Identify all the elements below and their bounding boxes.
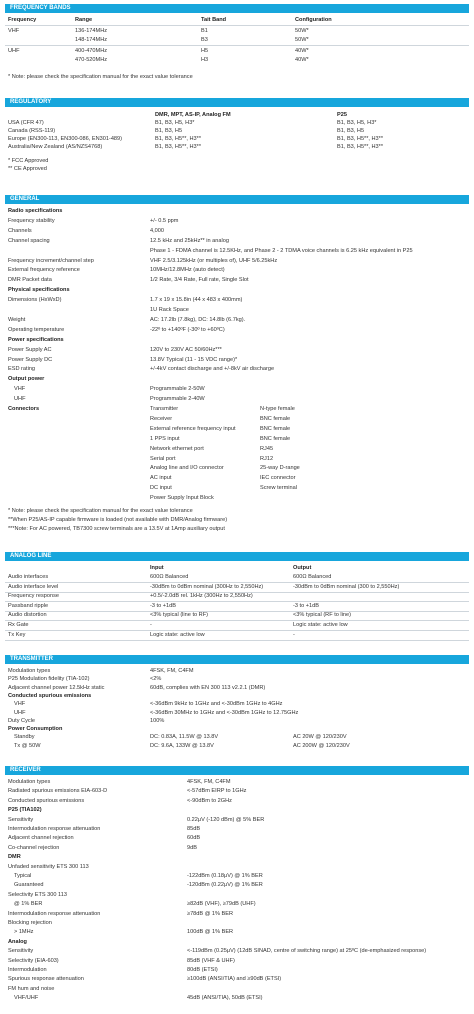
spec-value: Serial port [150, 455, 176, 462]
table-row [5, 48, 469, 55]
section-title: TRANSMITTER [5, 655, 469, 664]
spec-value: 120V to 230V AC 50/60Hz*** [150, 346, 222, 353]
spec-label: Conducted spurious emissions [8, 692, 92, 699]
cell: <3% typical (line to RF) [150, 612, 208, 619]
spec-value-2: AC 20W @ 120/230V [293, 734, 347, 741]
cell: H3 [201, 57, 209, 63]
spec-label: Unfaded sensitivity ETS 300 113 [8, 863, 89, 870]
spec-value-2: RJ45 [260, 445, 274, 452]
cell: Tx Key [8, 631, 26, 638]
cell: B1, B3, H5 [155, 128, 183, 134]
spec-row [5, 845, 469, 852]
cell: <3% typical (RF to line) [293, 612, 351, 619]
spec-value-2: AC 200W @ 120/230V [293, 742, 350, 749]
spec-value: ≥78dB @ 1% BER [187, 910, 234, 917]
spec-row [5, 366, 469, 373]
spec-value: Receiver [150, 415, 173, 422]
spec-value: <-36dBm 30MHz to 1GHz and <-30dBm 1GHz to 12.75GHz [150, 709, 299, 716]
spec-label: P25 Modulation fidelity (TIA-102) [8, 676, 90, 683]
cell: Logic state: active low [150, 631, 205, 638]
footnote: * FCC Approved [8, 158, 49, 164]
spec-row [5, 267, 469, 274]
cell: B1, B3, H5 [337, 128, 365, 134]
table-row [5, 584, 469, 591]
cell: B1, B3, H5**, H3** [155, 136, 202, 142]
spec-value: +/- 0.5 ppm [150, 217, 179, 224]
spec-row [5, 976, 469, 983]
spec-label: Channels [8, 227, 32, 234]
divider [5, 640, 469, 641]
spec-value: 4,000 [150, 227, 164, 234]
spec-row [5, 817, 469, 824]
spec-label: Modulation types [8, 668, 51, 674]
spec-row [5, 835, 469, 842]
spec-value-2: N-type female [260, 406, 295, 412]
spec-label: VHF [14, 386, 26, 393]
spec-row [5, 347, 469, 354]
spec-row [5, 676, 469, 683]
cell: B1, B3, H5**, H3** [337, 136, 384, 142]
spec-row [5, 882, 469, 889]
spec-row [5, 901, 469, 908]
spec-label: Radio specifications [8, 208, 63, 214]
spec-label: Weight [8, 316, 26, 323]
spec-label: Power Supply AC [8, 346, 52, 353]
cell: UHF [8, 48, 20, 54]
spec-value: 13.8V Typical (11 - 15 VDC range)* [150, 356, 238, 363]
header-cell: Tait Band [201, 17, 227, 23]
spec-label: > 1MHz [14, 929, 34, 936]
spec-label: Radiated spurious emissions EIA-603-D [8, 788, 108, 795]
cell: 148-174MHz [75, 37, 108, 43]
spec-label: Blocking rejection [8, 920, 52, 926]
header-cell: Input [150, 565, 164, 571]
spec-label: Physical specifications [8, 287, 70, 294]
cell: -3 to +1dB [293, 602, 319, 609]
spec-row [5, 948, 469, 955]
spec-label: Typical [14, 873, 32, 879]
spec-row [5, 734, 469, 741]
spec-row [5, 416, 469, 423]
cell: Frequency response [8, 593, 59, 600]
spec-row [5, 693, 469, 700]
spec-row [5, 475, 469, 482]
spec-label: Adjacent channel power 12.5kHz static [8, 684, 105, 691]
spec-value: 9dB [187, 844, 197, 851]
spec-value: 100% [150, 717, 165, 724]
spec-value: 60dB [187, 835, 201, 842]
cell: 40W* [295, 48, 309, 54]
cell: USA (CFR 47) [8, 120, 44, 126]
table-row [5, 612, 469, 619]
table-row [5, 632, 469, 639]
spec-row [5, 710, 469, 717]
spec-label: ESD rating [8, 366, 36, 373]
spec-row [5, 426, 469, 433]
spec-value: 100dB @ 1% BER [187, 929, 234, 936]
general-section [5, 195, 469, 540]
spec-row [5, 986, 469, 993]
spec-value: 85dB [187, 826, 201, 832]
spec-value: Programmable 2-50W [150, 386, 205, 393]
divider [5, 45, 469, 46]
cell: B3 [201, 37, 208, 43]
spec-row [5, 701, 469, 708]
spec-row [5, 854, 469, 861]
spec-row [5, 307, 469, 314]
spec-label: Power Consumption [8, 726, 63, 733]
cell: 50W* [295, 28, 309, 34]
spec-value: Transmitter [150, 406, 179, 412]
spec-label: Channel spacing [8, 237, 50, 244]
spec-value: DC: 9.6A, 133W @ 13.8V [150, 742, 214, 749]
spec-label: DMR [8, 854, 21, 861]
spec-row [5, 743, 469, 750]
cell: Audio distortion [8, 612, 47, 619]
cell: Audio interface level [8, 583, 59, 590]
spec-label: Tx @ 50W [14, 742, 41, 749]
footnote: * Note: please check the specification manual for the exact value tolerance [8, 508, 193, 514]
section-title: REGULATORY [5, 98, 469, 107]
spec-value-2: Screw terminal [260, 485, 297, 492]
spec-value: ≥82dB (VHF), ≥79dB (UHF) [187, 901, 256, 908]
spec-label: Co-channel rejection [8, 844, 60, 851]
spec-row [5, 864, 469, 871]
spec-row [5, 807, 469, 814]
spec-row [5, 718, 469, 725]
cell: B1, B3, H5, H3* [337, 120, 377, 126]
spec-label: Duty Cycle [8, 717, 36, 724]
spec-value: <2% [150, 676, 162, 683]
spec-value: DC: 0.83A, 11.5W @ 13.8V [150, 734, 219, 741]
spec-row [5, 208, 469, 215]
spec-value: AC: 17.2lb (7.8kg), DC: 14.8lb (6.7kg). [150, 316, 246, 323]
spec-row [5, 911, 469, 918]
footnote: **When P25/AS-IP capable firmware is loaded (not available with DMR/Analog firmware) [8, 517, 228, 523]
spec-row [5, 668, 469, 675]
spec-value: External reference frequency input [150, 425, 236, 432]
spec-label: Selectivity ETS 300 113 [8, 891, 67, 898]
spec-row [5, 798, 469, 805]
spec-row [5, 396, 469, 403]
spec-row [5, 218, 469, 225]
cell: Australia/New Zealand (AS/NZS4768) [8, 144, 103, 150]
spec-row [5, 376, 469, 383]
spec-label: Dimensions (HxWxD) [8, 297, 62, 304]
cell: -30dBm to 0dBm nominal (300 to 2,550Hz) [293, 583, 400, 590]
spec-row [5, 779, 469, 786]
spec-label: Intermodulation response attenuation [8, 910, 101, 917]
cell: 40W* [295, 57, 309, 63]
spec-value: -22º to +140ºF (-30º to +60ºC) [150, 326, 225, 333]
header-cell: Frequency [8, 17, 37, 23]
spec-row [5, 287, 469, 294]
spec-value: 4FSK, FM, C4FM [187, 779, 231, 785]
spec-label: Sensitivity [8, 816, 34, 823]
spec-value: 45dB (ANSI/TIA), 50dB (ETSI) [187, 995, 263, 1002]
cell: Canada (RSS-119) [8, 128, 56, 134]
footnote: ***Note: For AC powered, TB7300 screw terminals are a 13.5V at 1Amp auxiliary output [8, 526, 225, 532]
header-cell: Range [75, 17, 93, 23]
spec-label: Adjacent channel rejection [8, 835, 74, 842]
cell: B1, B3, H5**, H3** [337, 144, 384, 150]
spec-row [5, 456, 469, 463]
spec-value: Network ethernet port [150, 445, 204, 452]
cell: 600Ω Balanced [150, 574, 189, 580]
section-title: FREQUENCY BANDS [5, 4, 469, 13]
spec-value: <-36dBm 9kHz to 1GHz and <-30dBm 1GHz to 4GHz [150, 701, 283, 708]
table-row [5, 136, 469, 143]
spec-value: +/-4kV contact discharge and +/-8kV air discharge [150, 366, 275, 373]
cell: +0.5/-2.0dB rel. 1kHz (300Hz to 2,550Hz) [150, 593, 253, 600]
spec-label: Spurious response attenuation [8, 976, 84, 983]
cell: -30dBm to 0dBm nominal (300Hz to 2,550Hz) [150, 583, 264, 590]
spec-value: 1/2 Rate, 3/4 Rate, Full rate, Single Slot [150, 277, 249, 284]
spec-value: 4FSK, FM, C4FM [150, 668, 194, 674]
spec-value: ≥100dB (ANSI/TIA) and ≥90dB (ETSI) [187, 976, 282, 983]
spec-value: Power Supply Input Block [150, 495, 214, 502]
spec-label: Operating temperature [8, 326, 65, 333]
spec-label: @ 1% BER [14, 901, 43, 908]
spec-value-2: RJ12 [260, 455, 274, 462]
spec-value: 80dB (ETSI) [187, 967, 218, 973]
spec-row [5, 436, 469, 443]
spec-row [5, 685, 469, 692]
header-cell: DMR, MPT, AS-IP, Analog FM [155, 112, 231, 118]
spec-value-2: BNC female [260, 425, 291, 432]
spec-row [5, 826, 469, 833]
spec-label: UHF [14, 396, 26, 403]
header-cell: P25 [337, 112, 347, 118]
footnote: ** CE Approved [8, 166, 47, 172]
spec-value: 60dB, complies with EN 300 113 v2.2.1 (DMR) [150, 684, 266, 691]
header-cell: Configuration [295, 17, 332, 23]
section-title: GENERAL [5, 195, 469, 204]
spec-value: 0.22μV (-120 dBm) @ 5% BER [187, 816, 265, 823]
cell: B1 [201, 28, 208, 34]
table-row [5, 593, 469, 600]
spec-row [5, 327, 469, 334]
spec-label: DMR Packet data [8, 277, 52, 284]
spec-value: Programmable 2-40W [150, 396, 205, 403]
table-row [5, 128, 469, 135]
spec-value-2: BNC female [260, 415, 291, 422]
cell: 600Ω Balanced [293, 574, 332, 580]
spec-label: Intermodulation response attenuation [8, 826, 101, 832]
spec-row [5, 939, 469, 946]
spec-value: DC input [150, 485, 172, 492]
spec-value: <-57dBm EIRP to 1GHz [187, 788, 247, 795]
spec-value: Phase 1 - FDMA channel is 12.5KHz, and Phase 2 - 2 TDMA voice channels is 6.25 kHz equivalent in P25 [150, 247, 413, 254]
spec-label: Output power [8, 376, 45, 383]
spec-label: FM hum and noise [8, 985, 55, 992]
spec-row [5, 892, 469, 899]
spec-row [5, 920, 469, 927]
table-row [5, 574, 469, 581]
analog-line-section [5, 552, 469, 647]
cell: - [150, 622, 152, 628]
spec-row [5, 995, 469, 1002]
cell: B1, B3, H5, H3* [155, 120, 195, 126]
table-row [5, 28, 469, 35]
spec-label: Sensitivity [8, 948, 34, 955]
cell: 50W* [295, 37, 309, 43]
spec-row [5, 495, 469, 502]
spec-label: External frequency reference [8, 267, 80, 274]
header-cell: Output [293, 565, 312, 571]
spec-value-2: 25-way D-range [260, 465, 300, 472]
table-header [5, 17, 469, 24]
spec-value: -120dBm (0.22μV) @ 1% BER [187, 882, 263, 889]
cell: Passband ripple [8, 602, 49, 609]
spec-row [5, 726, 469, 733]
cell: Audio interfaces [8, 574, 49, 580]
spec-row [5, 248, 469, 255]
cell: Rx Gate [8, 622, 29, 628]
section-title: RECEIVER [5, 766, 469, 775]
spec-row [5, 485, 469, 492]
table-row [5, 622, 469, 629]
spec-label: Conducted spurious emissions [8, 797, 85, 804]
frequency-bands-section [5, 4, 469, 84]
regulatory-section [5, 98, 469, 182]
spec-value: 1 PPS input [150, 435, 180, 442]
spec-label: VHF/UHF [14, 995, 39, 1002]
spec-label: Connectors [8, 406, 40, 412]
cell: - [293, 631, 295, 638]
transmitter-section [5, 655, 469, 755]
spec-value: <-90dBm to 2GHz [187, 797, 232, 804]
spec-label: Guaranteed [14, 882, 44, 889]
spec-row [5, 277, 469, 284]
spec-label: Analog [8, 938, 27, 945]
spec-label: Power specifications [8, 336, 64, 343]
spec-row [5, 958, 469, 965]
spec-label: P25 (TIA102) [8, 807, 42, 814]
spec-value-2: IEC connector [260, 475, 296, 482]
spec-row [5, 873, 469, 880]
spec-row [5, 788, 469, 795]
cell: -3 to +1dB [150, 602, 176, 609]
spec-value: Analog line and I/O connector [150, 465, 224, 472]
spec-value: 10MHz/12.8MHz (auto detect) [150, 267, 225, 274]
table-header [5, 112, 469, 119]
spec-value: -122dBm (0.18μV) @ 1% BER [187, 873, 263, 879]
spec-value: AC input [150, 475, 172, 482]
spec-row [5, 297, 469, 304]
spec-row [5, 446, 469, 453]
table-row [5, 57, 469, 64]
spec-label: Modulation types [8, 779, 51, 785]
spec-label: Frequency increment/channel step [8, 257, 94, 264]
spec-row [5, 967, 469, 974]
spec-row [5, 258, 469, 265]
section-title: ANALOG LINE [5, 552, 469, 561]
cell: 400-470MHz [75, 48, 108, 54]
cell: H5 [201, 48, 209, 54]
spec-label: Power Supply DC [8, 356, 53, 363]
spec-label: VHF [14, 701, 26, 708]
spec-row [5, 386, 469, 393]
spec-row [5, 357, 469, 364]
cell: Europe (EN300-113, EN300-086, EN301-489) [8, 136, 123, 142]
spec-value-2: BNC female [260, 435, 291, 442]
spec-value: 12.5 kHz and 25kHz** in analog [150, 237, 229, 244]
divider [5, 25, 469, 26]
spec-label: Frequency stability [8, 217, 55, 224]
spec-row [5, 238, 469, 245]
spec-row [5, 228, 469, 235]
table-row [5, 120, 469, 127]
spec-row [5, 465, 469, 472]
footnote: * Note: please check the specification manual for the exact value tolerance [8, 74, 193, 80]
table-header [5, 565, 469, 572]
cell: B1, B3, H5**, H3** [155, 144, 202, 150]
cell: 136-174MHz [75, 28, 108, 34]
spec-label: Selectivity (EIA-603) [8, 957, 59, 964]
spec-label: UHF [14, 709, 26, 716]
receiver-section [5, 766, 469, 1010]
table-row [5, 603, 469, 610]
spec-value: 85dB (VHF & UHF) [187, 957, 235, 964]
spec-row [5, 406, 469, 413]
spec-row [5, 929, 469, 936]
spec-value: VHF 2.5/3.125kHz (or multiples of), UHF 5/6.25kHz [150, 257, 278, 264]
spec-label: Intermodulation [8, 967, 47, 973]
spec-value: 1U Rack Space [150, 307, 189, 313]
cell: VHF [8, 28, 20, 34]
cell: 470-520MHz [75, 57, 108, 63]
table-row [5, 37, 469, 44]
cell: Logic state: active low [293, 622, 348, 628]
spec-label: Standby [14, 734, 35, 741]
table-row [5, 144, 469, 151]
spec-row [5, 317, 469, 324]
spec-value: 1.7 x 19 x 15.8in (44 x 483 x 400mm) [150, 297, 243, 304]
spec-row [5, 337, 469, 344]
spec-value: <-119dBm (0.25μV) (12dB SINAD, centre of switching range) at 25ºC (de-emphasized response) [187, 948, 427, 955]
